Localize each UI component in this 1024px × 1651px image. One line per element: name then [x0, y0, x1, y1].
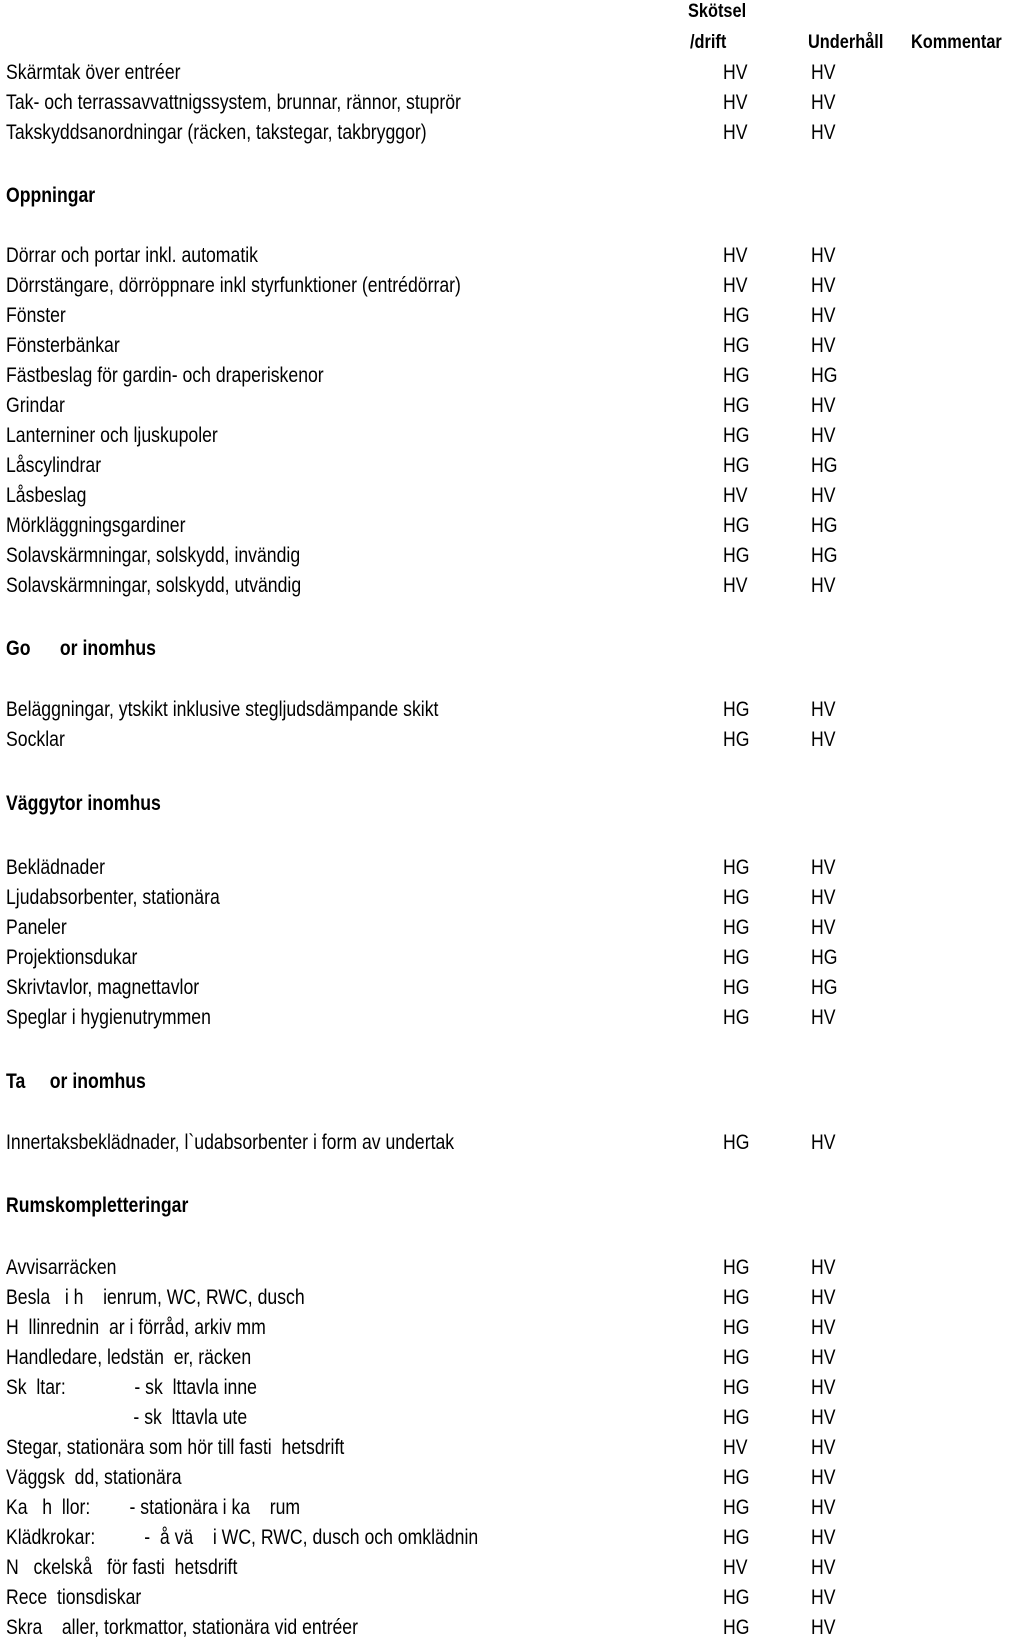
cell-skotsel-drift: HG [723, 1616, 750, 1639]
row-label: Klädkrokar: - å vä i WC, RWC, dusch och omklädnin [6, 1526, 479, 1549]
table-row [0, 1585, 1024, 1615]
row-label: Väggsk dd, stationära [6, 1466, 182, 1489]
table-row [0, 975, 1024, 1005]
cell-underhall: HV [811, 574, 836, 597]
cell-underhall: HG [811, 364, 838, 387]
cell-underhall: HV [811, 424, 836, 447]
cell-underhall: HV [811, 1586, 836, 1609]
cell-skotsel-drift: HV [723, 61, 748, 84]
cell-skotsel-drift: HG [723, 1496, 750, 1519]
cell-skotsel-drift: HG [723, 1586, 750, 1609]
cell-skotsel-drift: HG [723, 364, 750, 387]
row-label: Skrivtavlor, magnettavlor [6, 976, 200, 999]
section-heading [0, 791, 1024, 821]
row-label: Rece tionsdiskar [6, 1586, 142, 1609]
cell-underhall: HV [811, 1526, 836, 1549]
cell-skotsel-drift: HG [723, 394, 750, 417]
section-title: Väggytor inomhus [6, 792, 161, 815]
row-label: Handledare, ledstän er, räcken [6, 1346, 252, 1369]
cell-underhall: HV [811, 1556, 836, 1579]
cell-skotsel-drift: HG [723, 1286, 750, 1309]
section-heading [0, 183, 1024, 213]
cell-skotsel-drift: HG [723, 1346, 750, 1369]
cell-skotsel-drift: HV [723, 1556, 748, 1579]
header-skotsel: Skötsel [688, 1, 747, 22]
row-label: Solavskärmningar, solskydd, utvändig [6, 574, 302, 597]
row-label: H llinrednin ar i förråd, arkiv mm [6, 1316, 266, 1339]
section-title: Oppningar [6, 184, 96, 207]
table-row [0, 1405, 1024, 1435]
row-label: Grindar [6, 394, 65, 417]
cell-underhall: HV [811, 916, 836, 939]
cell-skotsel-drift: HG [723, 1006, 750, 1029]
table-row [0, 303, 1024, 333]
row-label: Dörrar och portar inkl. automatik [6, 244, 258, 267]
cell-underhall: HV [811, 244, 836, 267]
table-row [0, 513, 1024, 543]
table-row [0, 573, 1024, 603]
cell-skotsel-drift: HG [723, 916, 750, 939]
cell-skotsel-drift: HG [723, 728, 750, 751]
table-row [0, 60, 1024, 90]
table-row [0, 945, 1024, 975]
cell-underhall: HV [811, 1406, 836, 1429]
row-label: Socklar [6, 728, 65, 751]
cell-underhall: HV [811, 91, 836, 114]
row-label: Låscylindrar [6, 454, 102, 477]
table-row [0, 543, 1024, 573]
row-label: Ljudabsorbenter, stationära [6, 886, 220, 909]
cell-skotsel-drift: HV [723, 274, 748, 297]
cell-skotsel-drift: HG [723, 698, 750, 721]
section-title: Rumskompletteringar [6, 1194, 189, 1217]
table-row [0, 333, 1024, 363]
table-row [0, 1345, 1024, 1375]
table-row [0, 1495, 1024, 1525]
cell-underhall: HV [811, 484, 836, 507]
row-label: Fönsterbänkar [6, 334, 120, 357]
cell-underhall: HV [811, 121, 836, 144]
table-row [0, 393, 1024, 423]
row-label: Skärmtak över entréer [6, 61, 181, 84]
table-row [0, 120, 1024, 150]
cell-underhall: HG [811, 946, 838, 969]
row-label: Paneler [6, 916, 67, 939]
row-label: Speglar i hygienutrymmen [6, 1006, 211, 1029]
cell-underhall: HV [811, 1006, 836, 1029]
table-row [0, 90, 1024, 120]
cell-underhall: HV [811, 334, 836, 357]
table-row [0, 1285, 1024, 1315]
cell-underhall: HV [811, 856, 836, 879]
row-label: Tak- och terrassavvattnigssystem, brunnar, rännor, stuprör [6, 91, 461, 114]
section-heading [0, 636, 1024, 666]
table-row [0, 1555, 1024, 1585]
cell-underhall: HG [811, 454, 838, 477]
table-row [0, 1005, 1024, 1035]
table-row [0, 855, 1024, 885]
table-row [0, 423, 1024, 453]
cell-underhall: HV [811, 1616, 836, 1639]
cell-skotsel-drift: HG [723, 514, 750, 537]
cell-skotsel-drift: HG [723, 1316, 750, 1339]
cell-underhall: HV [811, 1496, 836, 1519]
table-row [0, 1435, 1024, 1465]
row-label: Stegar, stationära som hör till fasti hetsdrift [6, 1436, 345, 1459]
cell-skotsel-drift: HG [723, 1131, 750, 1154]
cell-underhall: HV [811, 1436, 836, 1459]
table-row [0, 1255, 1024, 1285]
row-label: N ckelskå för fasti hetsdrift [6, 1556, 238, 1579]
cell-skotsel-drift: HG [723, 424, 750, 447]
cell-skotsel-drift: HV [723, 244, 748, 267]
row-label: Skra aller, torkmattor, stationära vid entréer [6, 1616, 358, 1639]
cell-skotsel-drift: HG [723, 976, 750, 999]
cell-skotsel-drift: HG [723, 1376, 750, 1399]
cell-skotsel-drift: HG [723, 1466, 750, 1489]
table-row [0, 697, 1024, 727]
table-row [0, 885, 1024, 915]
row-label: Sk ltar: - sk lttavla inne [6, 1376, 257, 1399]
table-row [0, 1315, 1024, 1345]
cell-skotsel-drift: HG [723, 454, 750, 477]
cell-skotsel-drift: HG [723, 544, 750, 567]
table-row [0, 1375, 1024, 1405]
cell-skotsel-drift: HV [723, 484, 748, 507]
row-label: Projektionsdukar [6, 946, 138, 969]
table-row [0, 1525, 1024, 1555]
cell-underhall: HV [811, 1131, 836, 1154]
row-label: Beklädnader [6, 856, 106, 879]
cell-underhall: HV [811, 1346, 836, 1369]
cell-underhall: HV [811, 1466, 836, 1489]
row-label: Innertaksbeklädnader, l`udabsorbenter i form av undertak [6, 1131, 455, 1154]
cell-underhall: HV [811, 1316, 836, 1339]
cell-underhall: HV [811, 274, 836, 297]
section-title: Go or inomhus [6, 637, 156, 660]
table-row [0, 453, 1024, 483]
table-row [0, 1615, 1024, 1645]
cell-skotsel-drift: HV [723, 1436, 748, 1459]
table-row [0, 363, 1024, 393]
row-label: Dörrstängare, dörröppnare inkl styrfunktioner (entrédörrar) [6, 274, 461, 297]
row-label: - sk lttavla ute [6, 1406, 248, 1429]
cell-underhall: HV [811, 1256, 836, 1279]
row-label: Fönster [6, 304, 66, 327]
row-label: Ka h llor: - stationära i ka rum [6, 1496, 301, 1519]
row-label: Besla i h ienrum, WC, RWC, dusch [6, 1286, 305, 1309]
cell-underhall: HV [811, 1286, 836, 1309]
table-row [0, 915, 1024, 945]
row-label: Takskyddsanordningar (räcken, takstegar, takbryggor) [6, 121, 427, 144]
cell-underhall: HG [811, 976, 838, 999]
cell-skotsel-drift: HG [723, 856, 750, 879]
table-row [0, 1130, 1024, 1160]
table-row [0, 243, 1024, 273]
cell-underhall: HV [811, 698, 836, 721]
cell-skotsel-drift: HG [723, 334, 750, 357]
cell-skotsel-drift: HV [723, 91, 748, 114]
header-underhall: Underhåll [808, 32, 884, 53]
cell-underhall: HV [811, 1376, 836, 1399]
cell-skotsel-drift: HG [723, 946, 750, 969]
cell-skotsel-drift: HV [723, 574, 748, 597]
table-row [0, 483, 1024, 513]
cell-underhall: HV [811, 304, 836, 327]
table-row [0, 727, 1024, 757]
row-label: Beläggningar, ytskikt inklusive stegljudsdämpande skikt [6, 698, 439, 721]
cell-skotsel-drift: HV [723, 121, 748, 144]
cell-skotsel-drift: HG [723, 1406, 750, 1429]
section-title: Ta or inomhus [6, 1070, 146, 1093]
cell-underhall: HV [811, 394, 836, 417]
row-label: Lanterniner och ljuskupoler [6, 424, 218, 447]
section-heading [0, 1069, 1024, 1099]
header-kommentar: Kommentar [911, 32, 1002, 53]
row-label: Avvisarräcken [6, 1256, 117, 1279]
cell-underhall: HG [811, 544, 838, 567]
row-label: Solavskärmningar, solskydd, invändig [6, 544, 301, 567]
cell-skotsel-drift: HG [723, 1526, 750, 1549]
cell-underhall: HG [811, 514, 838, 537]
table-row [0, 273, 1024, 303]
header-drift: /drift [690, 32, 727, 53]
cell-underhall: HV [811, 886, 836, 909]
cell-underhall: HV [811, 728, 836, 751]
row-label: Mörkläggningsgardiner [6, 514, 186, 537]
table-row [0, 1465, 1024, 1495]
cell-skotsel-drift: HG [723, 886, 750, 909]
row-label: Fästbeslag för gardin- och draperiskenor [6, 364, 324, 387]
cell-underhall: HV [811, 61, 836, 84]
section-heading [0, 1193, 1024, 1223]
cell-skotsel-drift: HG [723, 304, 750, 327]
row-label: Låsbeslag [6, 484, 87, 507]
cell-skotsel-drift: HG [723, 1256, 750, 1279]
